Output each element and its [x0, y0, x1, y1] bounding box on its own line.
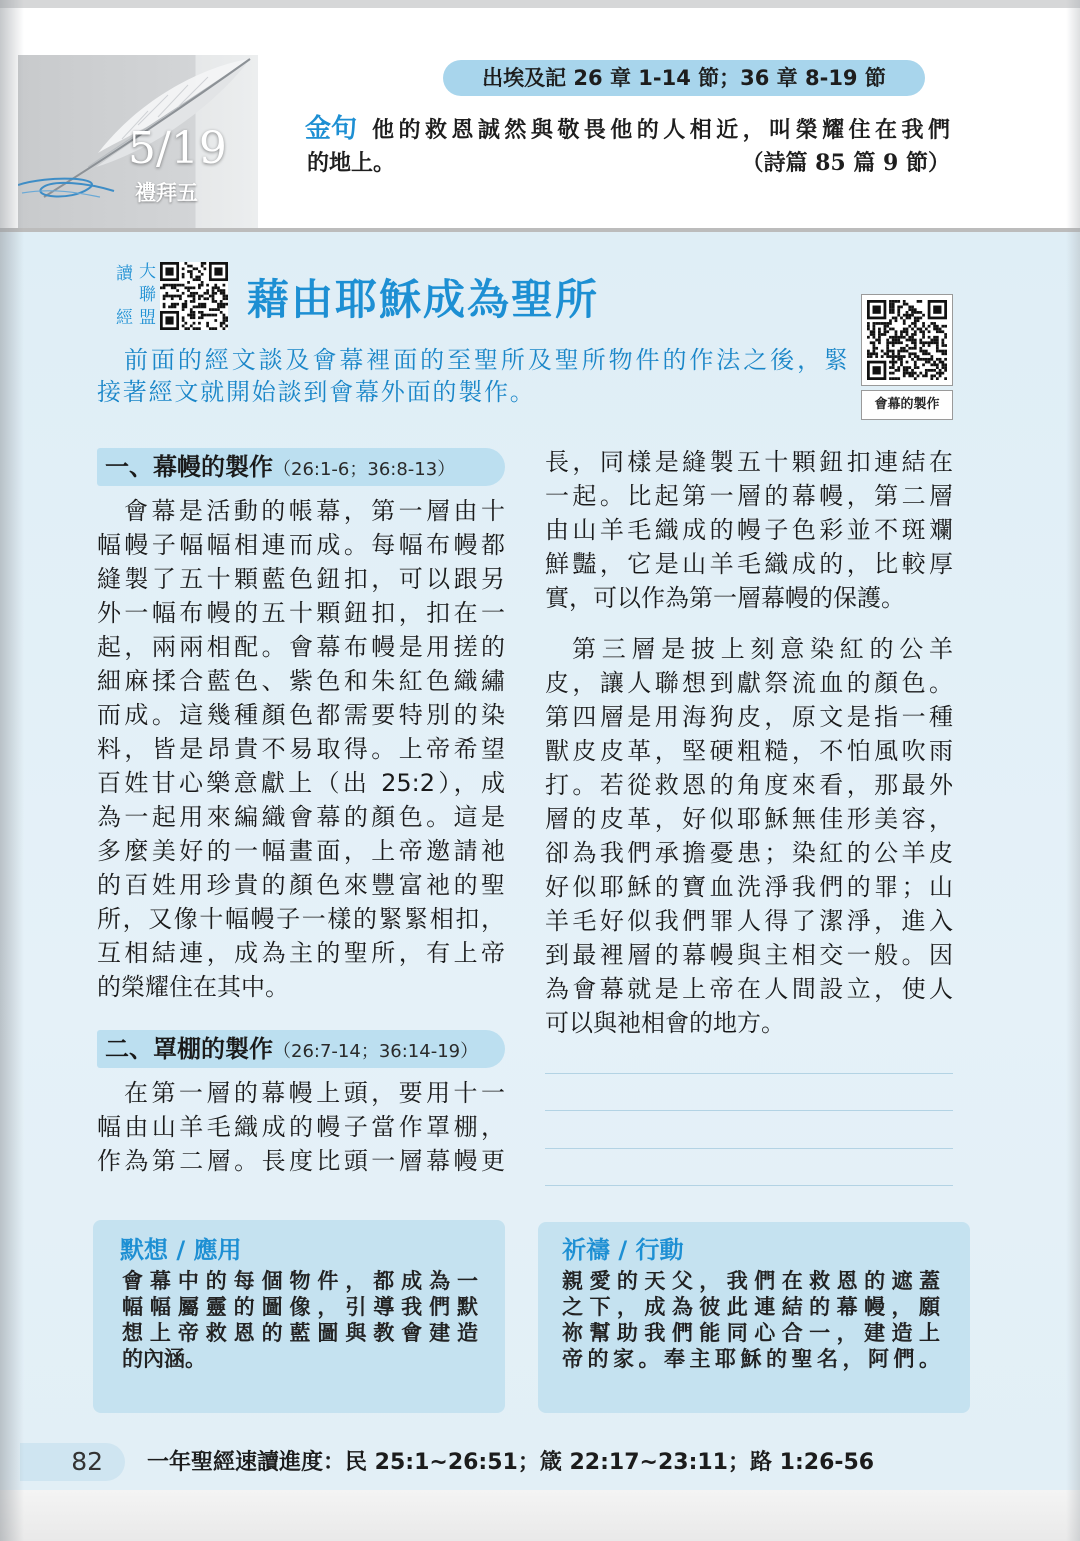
meditation-text [122, 1268, 478, 1372]
section-reference: （26:7-14；36:14-19） [273, 1041, 479, 1062]
paragraph-line: 作為第二層。長度比頭一層幕幔更 [97, 1147, 505, 1175]
paragraph-line: 互相結連，成為主的聖所，有上帝 [97, 939, 505, 967]
page-number: 82 [20, 1443, 125, 1481]
golden-verse-reference: （詩篇 85 篇 9 節） [741, 150, 950, 176]
paragraph-line: 第四層是用海狗皮，原文是指一種 [545, 703, 953, 731]
paragraph-line: 由山羊毛織成的幔子色彩並不斑斕 [545, 516, 953, 544]
page-left-shadow [0, 0, 24, 1541]
reading-plan: 一年聖經速讀進度：民 25:1~26:51；箴 22:17~23:11；路 1:26-56 [147, 1450, 875, 1475]
note-line [545, 1073, 953, 1074]
paragraph-line: 的榮耀住在其中。 [97, 973, 289, 1001]
paragraph-line: 縫製了五十顆藍色鈕扣，可以跟另 [97, 565, 505, 593]
meditation-title: 默想 / 應用 [120, 1236, 242, 1264]
note-line [545, 1148, 953, 1149]
paragraph-line: 第三層是披上刻意染紅的公羊 [572, 635, 953, 663]
date: 5/19 [128, 123, 227, 174]
paragraph-line: 實，可以作為第一層幕幔的保護。 [545, 584, 905, 612]
paragraph-line: 皮，讓人聯想到獻祭流血的顏色。 [545, 669, 953, 697]
meditation-line: 幅幅屬靈的圖像，引導我們默 [122, 1294, 478, 1319]
section-heading-text [105, 1030, 478, 1071]
golden-verse-line: 的地上。 [307, 150, 396, 176]
qr-code-icon[interactable] [160, 262, 228, 330]
note-line [545, 1185, 953, 1186]
paragraph-line: 在第一層的幕幔上頭，要用十一 [124, 1079, 505, 1107]
paragraph-line: 打。若從救恩的角度來看，那最外 [545, 771, 953, 799]
paragraph-line: 獸皮皮革，堅硬粗糙，不怕風吹雨 [545, 737, 953, 765]
meditation-line: 會幕中的每個物件，都成為一 [122, 1268, 478, 1293]
paragraph-line: 為一起用來編織會幕的顏色。這是 [97, 803, 505, 831]
paragraph-line: 的百姓用珍貴的顏色來豐富祂的聖 [97, 871, 505, 899]
prayer-text [562, 1268, 940, 1372]
reading-league-label: 讀經 [112, 264, 132, 352]
section-title: 一、幕幔的製作 [105, 453, 273, 481]
section-paragraph-continued [545, 445, 953, 615]
intro-line: 前面的經文談及會幕裡面的至聖所及聖所物件的作法之後，緊 [124, 346, 848, 374]
meditation-line: 的內涵。 [122, 1346, 206, 1371]
paragraph-line: 百姓甘心樂意獻上（出 25:2），成 [97, 769, 505, 797]
prayer-box [538, 1222, 970, 1413]
meditation-line: 想上帝救恩的藍圖與教會建造 [122, 1320, 478, 1345]
page-right-shadow [1066, 0, 1080, 1541]
paragraph-line: 一起。比起第一層的幕幔，第二層 [545, 482, 953, 510]
date-clip [100, 118, 228, 222]
prayer-line: 祢幫助我們能同心合一，建造上 [562, 1320, 940, 1345]
scripture-range: 出埃及記 26 章 1-14 節；36 章 8-19 節 [443, 60, 925, 96]
section-paragraph [545, 632, 953, 1040]
golden-verse-label: 金句 [305, 114, 358, 144]
section-paragraph [97, 494, 505, 1004]
page-top-edge [0, 0, 1080, 8]
prayer-line: 帝的家。奉主耶穌的聖名，阿們。 [562, 1346, 940, 1371]
page-bottom-edge [0, 1490, 1080, 1541]
section-title: 二、罩棚的製作 [105, 1035, 273, 1063]
paragraph-line: 起，兩兩相配。會幕布幔是用搓的 [97, 633, 505, 661]
paragraph-line: 所，又像十幅幔子一樣的緊緊相扣， [97, 905, 505, 933]
section-heading [97, 1030, 505, 1068]
paragraph-line: 羊毛好似我們罪人得了潔淨，進入 [545, 907, 953, 935]
paragraph-line: 會幕是活動的帳幕，第一層由十 [124, 497, 505, 525]
qr-code-icon[interactable] [867, 300, 947, 380]
paragraph-line: 幅由山羊毛織成的幔子當作罩棚， [97, 1113, 505, 1141]
prayer-title: 祈禱 / 行動 [562, 1236, 684, 1264]
qr-code-frame[interactable] [861, 294, 953, 386]
paragraph-line: 好似耶穌的寶血洗淨我們的罪；山 [545, 873, 953, 901]
reading-league-label: 大聯盟 [135, 262, 155, 331]
paragraph-line: 鮮豔，它是山羊毛織成的，比較厚 [545, 550, 953, 578]
section-reference: （26:1-6；36:8-13） [273, 459, 456, 480]
paragraph-line: 多麼美好的一幅畫面，上帝邀請祂 [97, 837, 505, 865]
weekday: 禮拜五 [135, 181, 198, 205]
paragraph-line: 外一幅布幔的五十顆鈕扣，扣在一 [97, 599, 505, 627]
qr-code-label: 會幕的製作 [861, 390, 953, 420]
paragraph-line: 層的皮革，好似耶穌無佳形美容， [545, 805, 953, 833]
paragraph-line: 而成。這幾種顏色都需要特別的染 [97, 701, 505, 729]
intro-paragraph [97, 344, 848, 408]
paragraph-line: 長，同樣是縫製五十顆鈕扣連結在 [545, 448, 953, 476]
section-paragraph [97, 1076, 505, 1178]
note-line [545, 1110, 953, 1111]
paragraph-line: 為會幕就是上帝在人間設立，使人 [545, 975, 953, 1003]
section-heading-text [105, 448, 455, 489]
paragraph-line: 卻為我們承擔憂患；染紅的公羊皮 [545, 839, 953, 867]
golden-verse-line: 他的救恩誠然與敬畏他的人相近，叫榮耀住在我們 [372, 117, 950, 143]
meditation-box [93, 1220, 505, 1413]
paragraph-line: 到最裡層的幕幔與主相交一般。因 [545, 941, 953, 969]
prayer-line: 親愛的天父，我們在救恩的遮蓋 [562, 1268, 940, 1293]
section-heading [97, 448, 505, 486]
paragraph-line: 可以與祂相會的地方。 [545, 1009, 785, 1037]
paragraph-line: 細麻揉合藍色、紫色和朱紅色織繡 [97, 667, 505, 695]
article-title: 藉由耶穌成為聖所 [247, 275, 600, 324]
intro-line: 接著經文就開始談到會幕外面的製作。 [97, 378, 536, 406]
prayer-line: 之下，成為彼此連結的幕幔，願 [562, 1294, 940, 1319]
paragraph-line: 幅幔子幅幅相連而成。每幅布幔都 [97, 531, 505, 559]
paragraph-line: 料，皆是昂貴不易取得。上帝希望 [97, 735, 505, 763]
